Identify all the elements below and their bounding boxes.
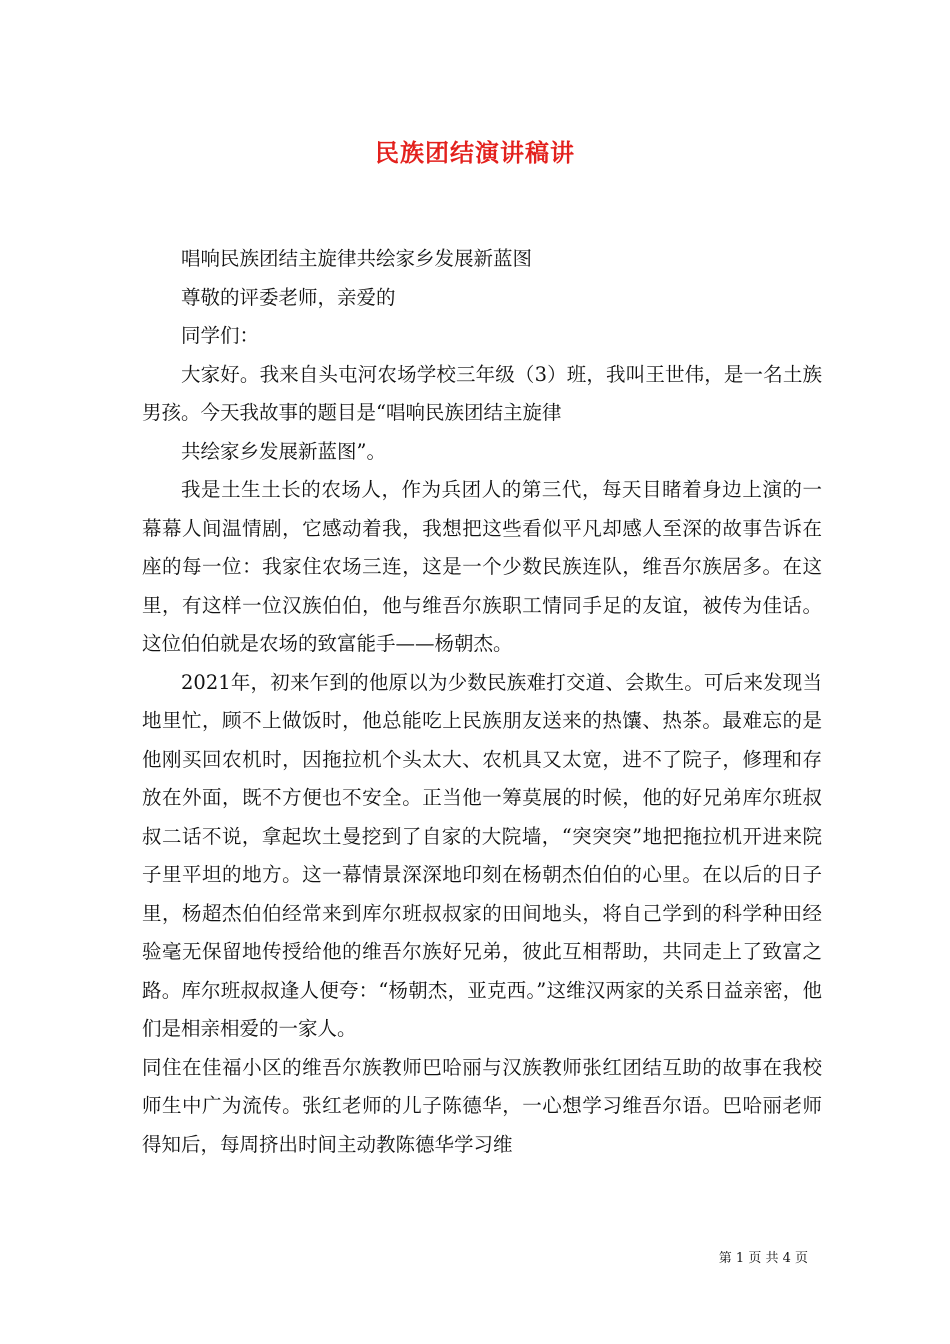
paragraph-story-3: 同住在佳福小区的维吾尔族教师巴哈丽与汉族教师张红团结互助的故事在我校师生中广为流传。张红老师的儿子陈德华，一心想学习维吾尔语。巴哈丽老师得知后，每周挤出时间主动教陈德华学习维 [142, 1055, 822, 1156]
paragraph-story-2: 2021年，初来乍到的他原以为少数民族难打交道、会欺生。可后来发现当地里忙，顾不上做饭时，他总能吃上民族朋友送来的热馕、热茶。最难忘的是他刚买回农机时，因拖拉机个头太大、农机具又太宽，进不了院子，修理和存放在外面，既不方便也不安全。正当他一筹莫展的时候，他的好兄弟库尔班叔叔二话不说，拿起坎土曼挖到了自家的大院墙，“突突突”地把拖拉机开进来院子里平坦的地方。这一幕情景深深地印刻在杨朝杰伯伯的心里。在以后的日子里，杨超杰伯伯经常来到库尔班叔叔家的田间地头，将自己学到的科学种田经验毫无保留地传授给他的维吾尔族好兄弟，彼此互相帮助，共同走上了致富之路。库尔班叔叔逢人便夸：“杨朝杰，亚克西。”这维汉两家的关系日益亲密，他们是相亲相爱的一家人。 [142, 670, 822, 1040]
paragraph-intro: 大家好。我来自头屯河农场学校三年级（3）班，我叫王世伟，是一名土族男孩。今天我故事的题目是“唱响民族团结主旋律 [142, 362, 822, 424]
document-body [142, 240, 822, 1164]
page-footer: 第 1 页 共 4 页 [718, 1251, 808, 1266]
subtitle-line: 唱响民族团结主旋律共绘家乡发展新蓝图 [181, 247, 533, 270]
salutation-line-2: 同学们： [181, 324, 260, 347]
salutation-line: 尊敬的评委老师，亲爱的 [181, 285, 396, 309]
paragraph-intro-cont: 共绘家乡发展新蓝图”。 [181, 439, 386, 463]
document-title: 民族团结演讲稿讲 [375, 138, 575, 167]
paragraph-story-1: 我是土生土长的农场人，作为兵团人的第三代，每天目睹着身边上演的一幕幕人间温情剧，它感动着我，我想把这些看似平凡却感人至深的故事告诉在座的每一位：我家住农场三连，这是一个少数民族连队，维吾尔族居多。在这里，有这样一位汉族伯伯，他与维吾尔族职工情同手足的友谊，被传为佳话。这位伯伯就是农场的致富能手——杨朝杰。 [142, 478, 822, 655]
